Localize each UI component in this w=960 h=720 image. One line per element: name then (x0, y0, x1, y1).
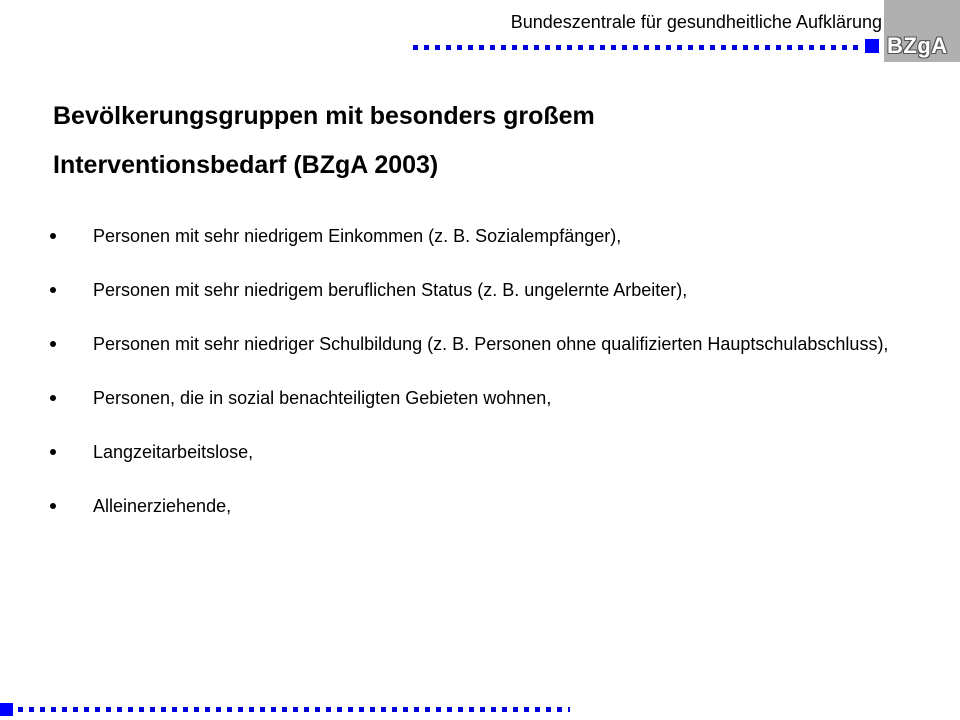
bullet-text: Personen mit sehr niedrigem beruflichen Status (z. B. ungelernte Arbeiter), (93, 280, 688, 300)
bullet-text: Personen mit sehr niedriger Schulbildung (z. B. Personen ohne qualifizierten Hauptschulabschluss), (93, 334, 889, 354)
footer-dotted-divider (18, 707, 570, 712)
blue-square-icon (0, 703, 13, 716)
slide-title (53, 92, 913, 190)
bullet-item (50, 434, 920, 471)
bullet-item (50, 272, 920, 309)
bullet-item (50, 218, 920, 255)
blue-square-icon (865, 39, 879, 53)
logo: BZgA (887, 33, 948, 58)
bullet-list (50, 218, 920, 542)
bullet-item (50, 488, 920, 525)
header-dotted-divider (413, 45, 861, 50)
bullet-text: Alleinerziehende, (93, 496, 232, 516)
bullet-dot-icon (50, 233, 56, 239)
bullet-text: Personen, die in sozial benachteiligten Gebieten wohnen, (93, 388, 552, 408)
bullet-item (50, 380, 920, 417)
bullet-text: Personen mit sehr niedrigem Einkommen (z. B. Sozialempfänger), (93, 226, 622, 246)
slide-title-line-2: Interventionsbedarf (BZgA 2003) (53, 151, 439, 179)
header-organization: Bundeszentrale für gesundheitliche Aufklärung (510, 12, 882, 32)
bullet-text: Langzeitarbeitslose, (93, 442, 254, 462)
slide-title-line-1: Bevölkerungsgruppen mit besonders großem (53, 102, 595, 130)
bullet-item (50, 326, 920, 363)
bullet-dot-icon (50, 341, 56, 347)
bullet-dot-icon (50, 449, 56, 455)
bullet-dot-icon (50, 395, 56, 401)
bullet-dot-icon (50, 503, 56, 509)
bullet-dot-icon (50, 287, 56, 293)
